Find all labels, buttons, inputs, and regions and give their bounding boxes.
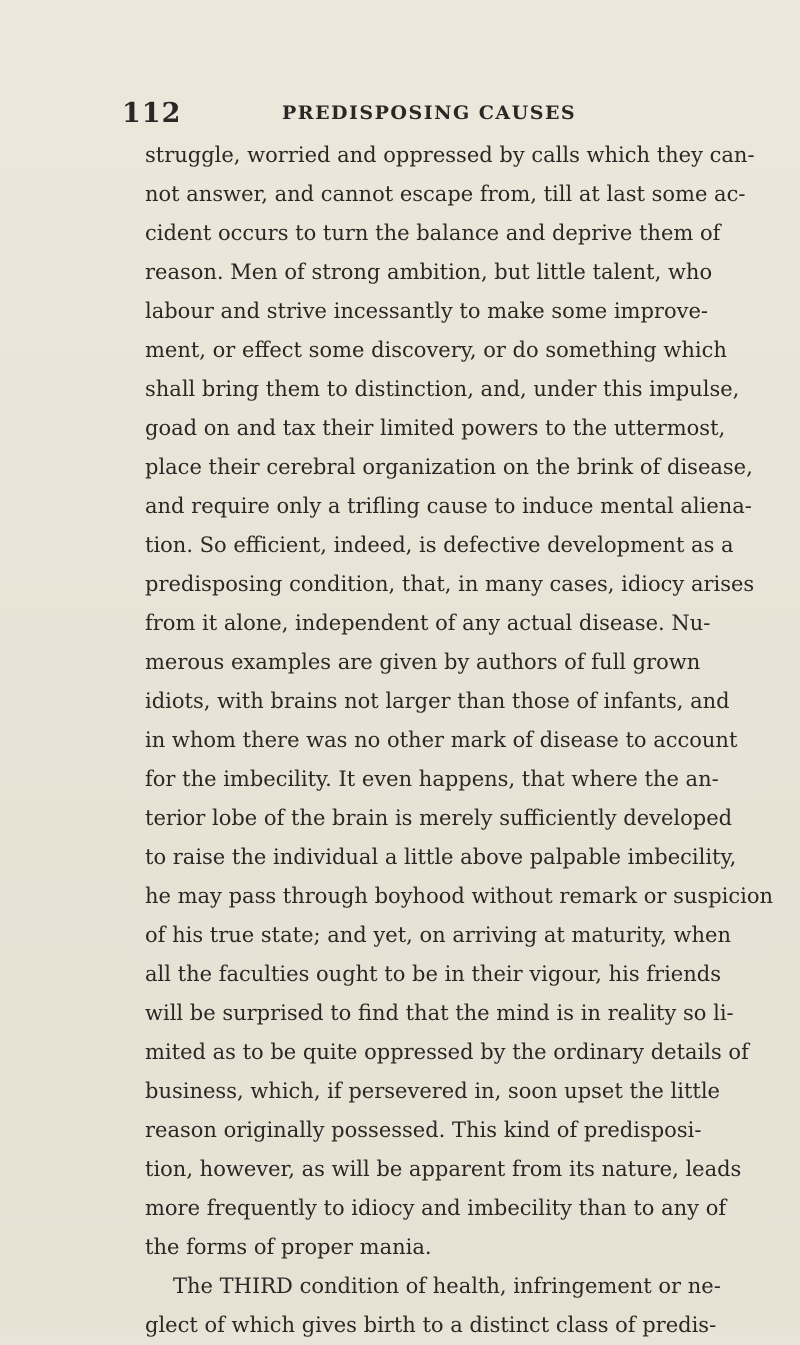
body-text <box>145 136 774 1345</box>
text-line: the forms of proper mania. <box>145 1235 432 1259</box>
text-line: goad on and tax their limited powers to the uttermost, <box>145 416 726 440</box>
text-line: cident occurs to turn the balance and deprive them of <box>145 221 721 245</box>
text-line: to raise the individual a little above palpable imbecility, <box>145 845 737 869</box>
paragraph-start-line: The THIRD condition of health, infringement or ne- <box>173 1274 721 1298</box>
text-line: not answer, and cannot escape from, till at last some ac- <box>145 182 746 206</box>
text-line: labour and strive incessantly to make some improve- <box>145 299 708 323</box>
text-line: terior lobe of the brain is merely sufficiently developed <box>145 806 733 830</box>
text-line: and require only a trifling cause to induce mental aliena- <box>145 494 752 518</box>
text-line: merous examples are given by authors of full grown <box>145 650 701 674</box>
text-line: shall bring them to distinction, and, under this impulse, <box>145 377 740 401</box>
text-line: all the faculties ought to be in their vigour, his friends <box>145 962 721 986</box>
text-line: struggle, worried and oppressed by calls which they can- <box>145 143 755 167</box>
text-line: tion. So efficient, indeed, is defective development as a <box>145 533 734 557</box>
text-line: more frequently to idiocy and imbecility than to any of <box>145 1196 727 1220</box>
text-line: mited as to be quite oppressed by the ordinary details of <box>145 1040 749 1064</box>
page-header <box>122 98 682 134</box>
text-line: business, which, if persevered in, soon upset the little <box>145 1079 720 1103</box>
page-number: 112 <box>122 98 182 129</box>
text-line: tion, however, as will be apparent from its nature, leads <box>145 1157 742 1181</box>
text-line: he may pass through boyhood without remark or suspicion <box>145 884 774 908</box>
text-line: reason originally possessed. This kind of predisposi- <box>145 1118 702 1142</box>
text-line: from it alone, independent of any actual disease. Nu- <box>145 611 711 635</box>
text-line: will be surprised to find that the mind is in reality so li- <box>145 1001 734 1025</box>
text-line: for the imbecility. It even happens, that where the an- <box>145 767 719 791</box>
text-line: glect of which gives birth to a distinct class of predis- <box>145 1313 717 1337</box>
running-head: PREDISPOSING CAUSES <box>282 102 577 124</box>
text-line: of his true state; and yet, on arriving at maturity, when <box>145 923 731 947</box>
text-line: ment, or effect some discovery, or do something which <box>145 338 727 362</box>
text-line: place their cerebral organization on the brink of disease, <box>145 455 753 479</box>
text-line: idiots, with brains not larger than those of infants, and <box>145 689 730 713</box>
text-line: in whom there was no other mark of disease to account <box>145 728 738 752</box>
text-line: reason. Men of strong ambition, but little talent, who <box>145 260 713 284</box>
text-line: predisposing condition, that, in many cases, idiocy arises <box>145 572 755 596</box>
